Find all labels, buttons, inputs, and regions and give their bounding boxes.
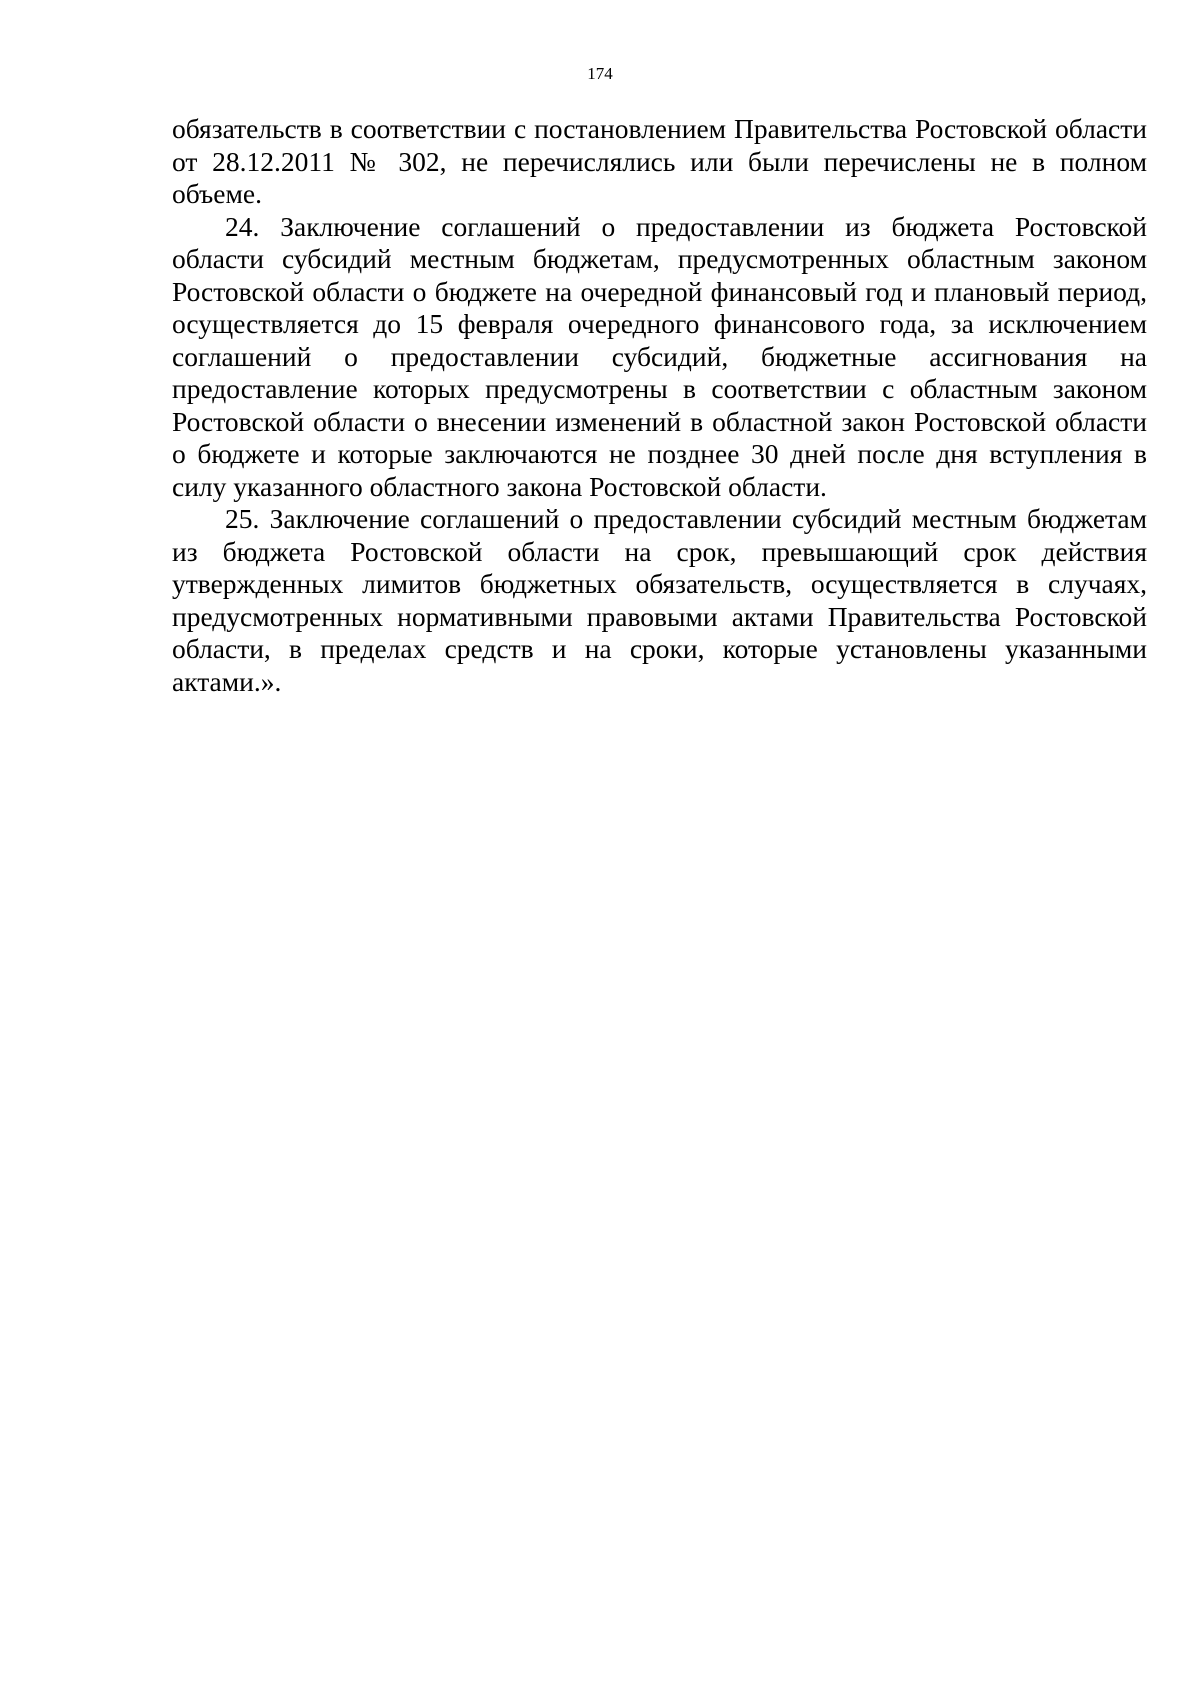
document-body: [172, 113, 1147, 698]
paragraph-continuation: обязательств в соответствии с постановлением Правительства Ростовской области от 28.12.2011 № 302, не перечислялись или были перечислены не в полном объеме.: [172, 113, 1147, 209]
paragraph-item-24: 24. Заключение соглашений о предоставлении из бюджета Ростовской области субсидий местным бюджетам, предусмотренных областным законом Ростовской области о бюджете на очередной финансовый год и плановый период, осуществляется до 15 февраля очередного финансового года, за исключением соглашений о предоставлении субсидий, бюджетные ассигнования на предоставление которых предусмотрены в соответствии с областным законом Ростовской области о внесении изменений в областной закон Ростовской области о бюджете и которые заключаются не позднее 30 дней после дня вступления в силу указанного областного закона Ростовской области.: [172, 210, 1147, 502]
paragraph-item-25: 25. Заключение соглашений о предоставлении субсидий местным бюджетам из бюджета Ростовской области на срок, превышающий срок действия утвержденных лимитов бюджетных обязательств, осуществляется в случаях, предусмотренных нормативными правовыми актами Правительства Ростовской области, в пределах средств и на сроки, которые установлены указанными актами.».: [172, 503, 1147, 697]
page-number: 174: [587, 64, 613, 83]
